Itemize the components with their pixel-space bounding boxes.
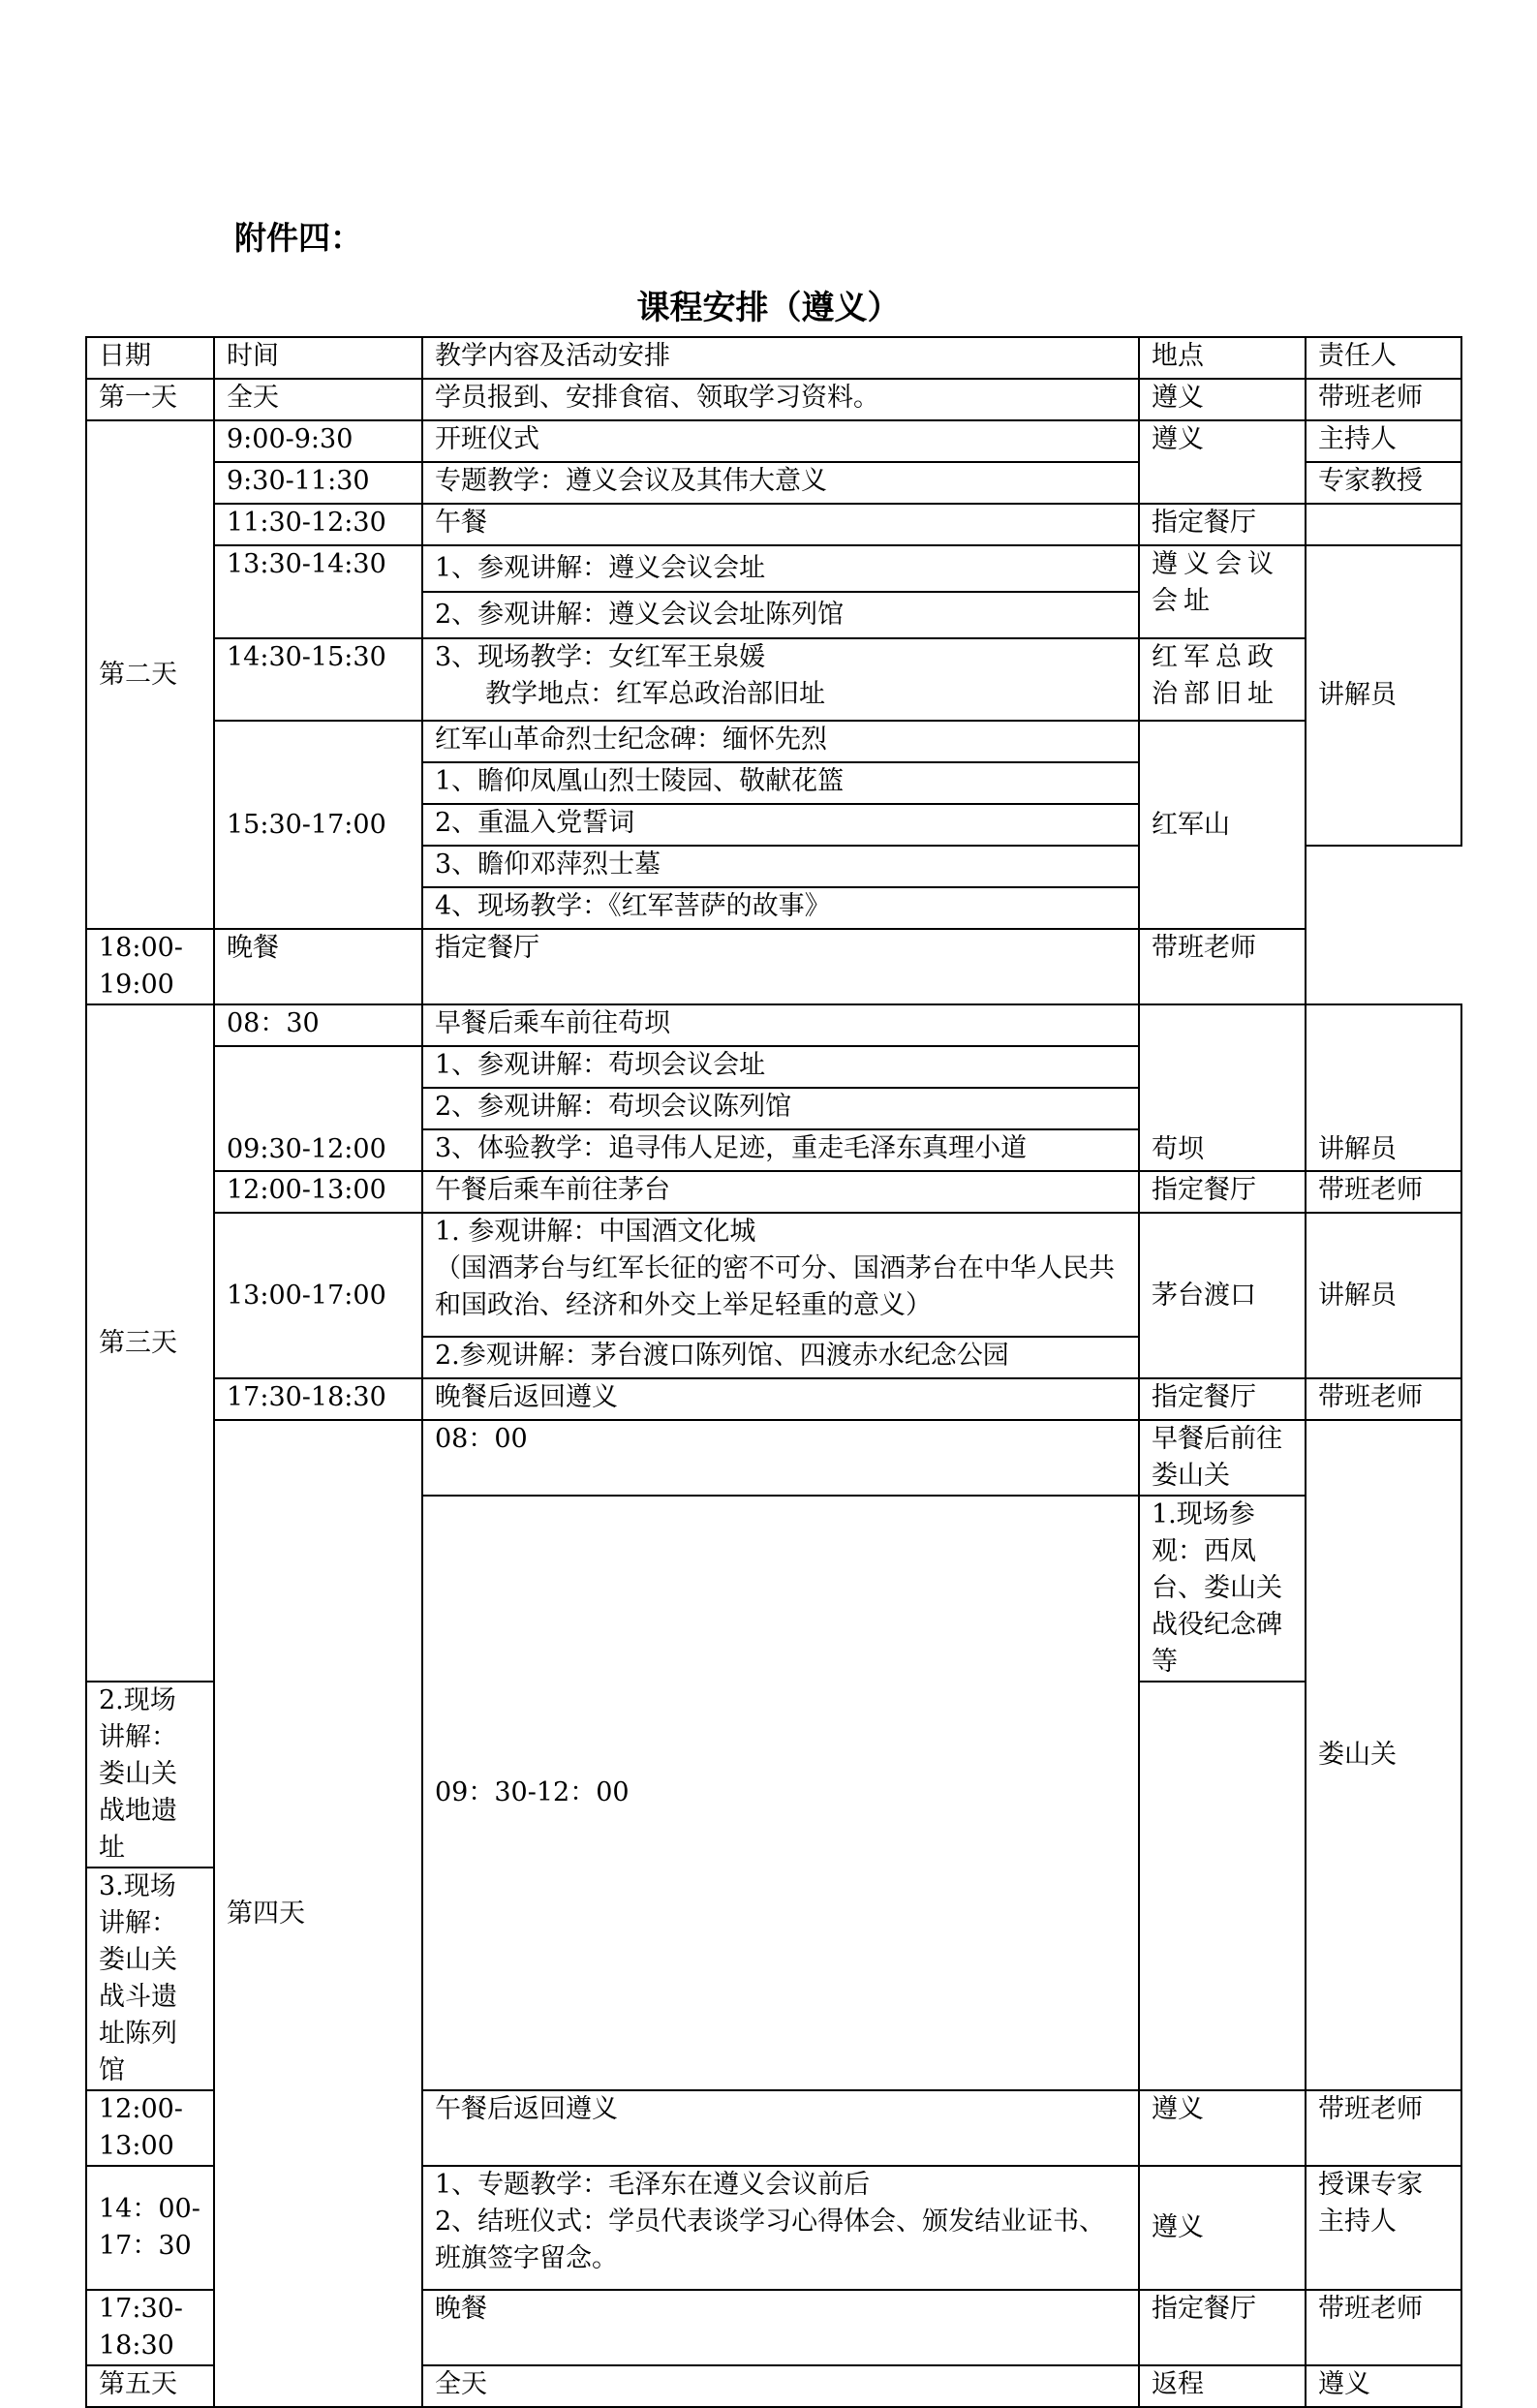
header-time: 时间 bbox=[214, 337, 422, 379]
location-cell: 指定餐厅 bbox=[1139, 1171, 1306, 1213]
time-cell: 13:00-17:00 bbox=[214, 1213, 422, 1378]
location-cell: 遵义 bbox=[1306, 2365, 1461, 2407]
content-cell: 3.现场讲解：娄山关战斗遗址陈列馆 bbox=[86, 1868, 214, 2090]
time-cell: 12:00-13:00 bbox=[214, 1171, 422, 1213]
table-row bbox=[86, 379, 1461, 420]
person-cell: 主持人 bbox=[1306, 420, 1461, 462]
content-cell: 1、瞻仰凤凰山烈士陵园、敬献花篮 bbox=[422, 762, 1139, 804]
table-row bbox=[86, 1213, 1461, 1337]
header-date: 日期 bbox=[86, 337, 214, 379]
table-row bbox=[86, 929, 1461, 1004]
person-cell: 带班老师 bbox=[1306, 2290, 1461, 2365]
table-row bbox=[86, 1378, 1461, 1420]
content-cell: 早餐后前往娄山关 bbox=[1139, 1420, 1306, 1496]
content-cell: 3、体验教学：追寻伟人足迹，重走毛泽东真理小道 bbox=[422, 1129, 1139, 1171]
content-cell: 晚餐后返回遵义 bbox=[422, 1378, 1139, 1420]
content-cell bbox=[422, 1213, 1139, 1337]
time-cell: 09：30-12：00 bbox=[422, 1496, 1139, 2090]
person-cell: 讲解员 bbox=[1306, 1004, 1461, 1171]
header-location: 地点 bbox=[1139, 337, 1306, 379]
location-cell: 遵义 bbox=[1139, 2166, 1306, 2290]
content-cell: 2、参观讲解：苟坝会议陈列馆 bbox=[422, 1088, 1139, 1129]
table-row bbox=[86, 638, 1461, 721]
content-cell: 2、重温入党誓词 bbox=[422, 804, 1139, 846]
content-cell: 2.现场讲解：娄山关战地遗址 bbox=[86, 1682, 214, 1868]
time-cell: 17:30-18:30 bbox=[214, 1378, 422, 1420]
header-row bbox=[86, 337, 1461, 379]
person-cell: 带班老师 bbox=[1306, 379, 1461, 420]
schedule-table bbox=[85, 336, 1462, 2408]
content-cell: 开班仪式 bbox=[422, 420, 1139, 462]
location-cell: 指定餐厅 bbox=[1139, 504, 1306, 545]
location-cell: 红军总政治部旧址 bbox=[1139, 638, 1306, 721]
time-cell: 12:00-13:00 bbox=[86, 2090, 214, 2166]
time-cell: 17:30-18:30 bbox=[86, 2290, 214, 2365]
table-row bbox=[86, 721, 1461, 762]
time-cell: 14:30-15:30 bbox=[214, 638, 422, 721]
day-label: 第五天 bbox=[86, 2365, 214, 2407]
location-cell: 红军山 bbox=[1139, 721, 1306, 929]
content-line: （国酒茅台与红军长征的密不可分、国酒茅台在中华人民共和国政治、经济和外交上举足轻重的意义） bbox=[435, 1253, 1115, 1320]
content-cell: 晚餐 bbox=[422, 2290, 1139, 2365]
content-cell: 午餐后乘车前往茅台 bbox=[422, 1171, 1139, 1213]
person-cell: 带班老师 bbox=[1306, 1378, 1461, 1420]
time-cell: 14：00-17：30 bbox=[86, 2166, 214, 2290]
location-cell: 指定餐厅 bbox=[422, 929, 1139, 1004]
content-cell: 1、参观讲解：苟坝会议会址 bbox=[422, 1046, 1139, 1088]
person-cell: 专家教授 bbox=[1306, 462, 1461, 504]
time-cell: 11:30-12:30 bbox=[214, 504, 422, 545]
time-cell: 18:00-19:00 bbox=[86, 929, 214, 1004]
content-line: 1. 参观讲解：中国酒文化城 bbox=[435, 1217, 756, 1247]
content-cell: 3、瞻仰邓萍烈士墓 bbox=[422, 846, 1139, 887]
time-cell: 9:30-11:30 bbox=[214, 462, 422, 504]
content-line: 2、结班仪式：学员代表谈学习心得体会、颁发结业证书、班旗签字留念。 bbox=[435, 2207, 1106, 2273]
day-label: 第四天 bbox=[214, 1420, 422, 2407]
table-row bbox=[86, 1004, 1461, 1046]
time-cell: 9:00-9:30 bbox=[214, 420, 422, 462]
document-title: 课程安排（遵义） bbox=[636, 289, 901, 327]
location-cell: 苟坝 bbox=[1139, 1004, 1306, 1171]
person-cell bbox=[1306, 504, 1461, 545]
time-cell: 08：00 bbox=[422, 1420, 1139, 1496]
table-row bbox=[86, 1420, 1461, 1496]
location-cell: 遵义 bbox=[1139, 2090, 1306, 2166]
content-cell: 返程 bbox=[1139, 2365, 1306, 2407]
location-cell: 遵义 bbox=[1139, 379, 1306, 420]
time-cell: 全天 bbox=[422, 2365, 1139, 2407]
day-label: 第三天 bbox=[86, 1004, 214, 1682]
time-cell: 15:30-17:00 bbox=[214, 721, 422, 929]
table-row bbox=[86, 545, 1461, 592]
day-label: 第二天 bbox=[86, 420, 214, 929]
day-label: 第一天 bbox=[86, 379, 214, 420]
content-cell: 红军山革命烈士纪念碑：缅怀先烈 bbox=[422, 721, 1139, 762]
person-cell: 讲解员 bbox=[1306, 1213, 1461, 1378]
content-cell: 午餐 bbox=[422, 504, 1139, 545]
header-person: 责任人 bbox=[1306, 337, 1461, 379]
content-cell: 2、参观讲解：遵义会议会址陈列馆 bbox=[422, 592, 1139, 638]
content-cell: 早餐后乘车前往苟坝 bbox=[422, 1004, 1139, 1046]
content-cell: 2.参观讲解：茅台渡口陈列馆、四渡赤水纪念公园 bbox=[422, 1337, 1139, 1378]
person-cell: 讲解员 bbox=[1306, 545, 1461, 846]
content-cell: 1.现场参观：西凤台、娄山关战役纪念碑等 bbox=[1139, 1496, 1306, 1682]
table-row bbox=[86, 1171, 1461, 1213]
location-cell: 指定餐厅 bbox=[1139, 1378, 1306, 1420]
person-cell: 带班老师 bbox=[1139, 929, 1306, 1004]
person-line: 授课专家 bbox=[1318, 2170, 1423, 2200]
time-cell: 全天 bbox=[214, 379, 422, 420]
content-cell: 晚餐 bbox=[214, 929, 422, 1004]
table-row bbox=[86, 420, 1461, 462]
content-cell: 4、现场教学：《红军菩萨的故事》 bbox=[422, 887, 1139, 929]
attachment-label: 附件四： bbox=[234, 219, 362, 257]
person-line: 主持人 bbox=[1318, 2207, 1397, 2237]
location-cell: 茅台渡口 bbox=[1139, 1213, 1306, 1378]
time-cell: 09:30-12:00 bbox=[214, 1046, 422, 1171]
content-cell: 专题教学：遵义会议及其伟大意义 bbox=[422, 462, 1139, 504]
content-line: 1、专题教学：毛泽东在遵义会议前后 bbox=[435, 2170, 871, 2200]
location-cell: 遵义会议会址 bbox=[1139, 545, 1306, 638]
header-content: 教学内容及活动安排 bbox=[422, 337, 1139, 379]
content-cell bbox=[422, 2166, 1139, 2290]
table-row bbox=[86, 504, 1461, 545]
content-cell: 1、参观讲解：遵义会议会址 bbox=[422, 545, 1139, 592]
location-cell: 遵义 bbox=[1139, 420, 1306, 504]
content-line: 3、现场教学：女红军王泉媛 bbox=[435, 642, 766, 672]
person-cell: 带班老师 bbox=[1306, 2090, 1461, 2166]
location-cell: 娄山关 bbox=[1306, 1420, 1461, 2090]
content-cell: 午餐后返回遵义 bbox=[422, 2090, 1139, 2166]
person-cell: 带班老师 bbox=[1306, 1171, 1461, 1213]
content-line: 教学地点：红军总政治部旧址 bbox=[485, 679, 825, 709]
content-cell bbox=[422, 638, 1139, 721]
content-cell: 学员报到、安排食宿、领取学习资料。 bbox=[422, 379, 1139, 420]
location-cell: 指定餐厅 bbox=[1139, 2290, 1306, 2365]
person-cell bbox=[1306, 2166, 1461, 2290]
time-cell: 13:30-14:30 bbox=[214, 545, 422, 638]
time-cell: 08：30 bbox=[214, 1004, 422, 1046]
